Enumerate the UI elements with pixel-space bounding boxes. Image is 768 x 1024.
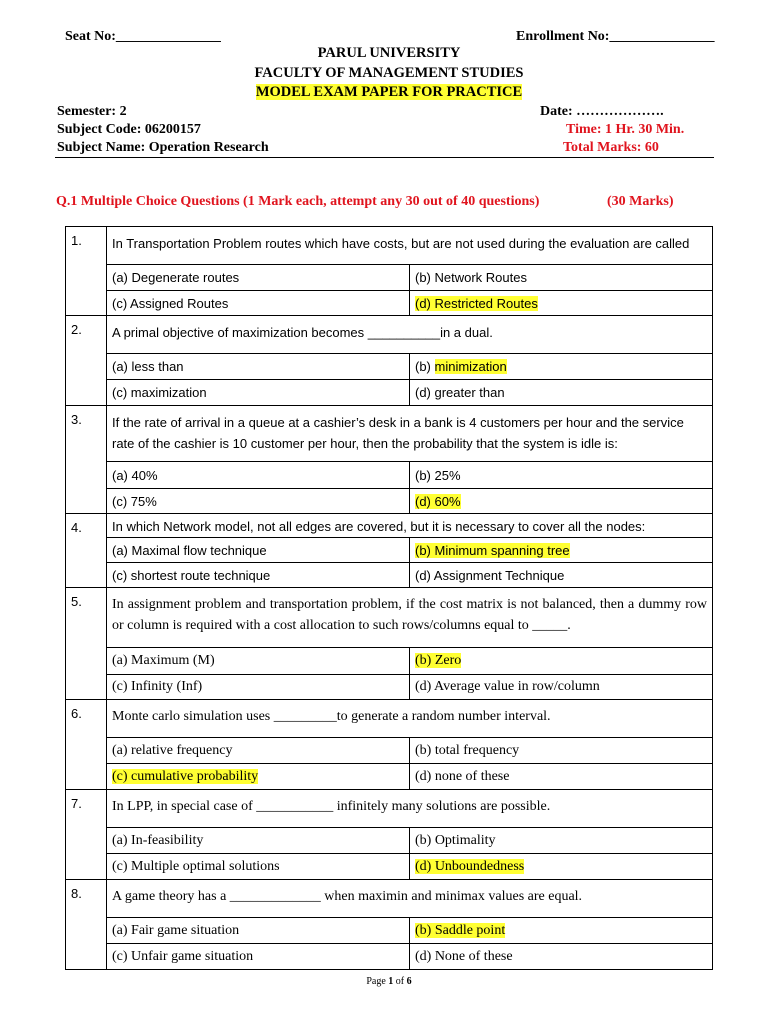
option-c: (c) maximization: [107, 380, 410, 406]
option-b-prefix: (b): [415, 359, 435, 374]
question-number: 6.: [66, 700, 107, 790]
option-d-cell: [410, 489, 713, 514]
option-d-cell: [410, 291, 713, 316]
question-text: In Transportation Problem routes which have costs, but are not used during the evaluation are called: [107, 227, 713, 265]
enrollment-no: Enrollment No:_______________: [516, 29, 715, 44]
option-a: (a) In-feasibility: [107, 828, 410, 854]
options-row: [66, 354, 713, 380]
options-row: [66, 675, 713, 700]
option-c: (c) Multiple optimal solutions: [107, 854, 410, 880]
option-a: (a) less than: [107, 354, 410, 380]
option-a: (a) Fair game situation: [107, 918, 410, 944]
options-row: [66, 265, 713, 291]
question-row: [66, 588, 713, 648]
options-row: [66, 828, 713, 854]
option-b-cell: [410, 648, 713, 675]
option-d: (d) Average value in row/column: [410, 675, 713, 700]
page-of: of: [393, 976, 407, 987]
option-b: (b) Optimality: [410, 828, 713, 854]
faculty-name: FACULTY OF MANAGEMENT STUDIES: [254, 65, 524, 81]
options-row: [66, 291, 713, 316]
question-number: 7.: [66, 790, 107, 880]
question-row: [66, 316, 713, 354]
question-text: In which Network model, not all edges are covered, but it is necessary to cover all the nodes:: [107, 514, 713, 538]
options-row: [66, 944, 713, 970]
question-row: [66, 880, 713, 918]
question-row: [66, 700, 713, 738]
question-row: [66, 227, 713, 265]
option-b-correct: (b) Zero: [415, 653, 462, 668]
question-text: Monte carlo simulation uses _________to generate a random number interval.: [107, 700, 713, 738]
question-text: In assignment problem and transportation problem, if the cost matrix is not balanced, then a dummy row or column is required with a cost allocation to such rows/columns equal to _____.: [107, 588, 713, 648]
options-row: [66, 538, 713, 563]
semester: Semester: 2: [57, 104, 127, 119]
section-title: Q.1 Multiple Choice Questions (1 Mark each, attempt any 30 out of 40 questions): [56, 194, 540, 209]
options-row: [66, 380, 713, 406]
options-row: [66, 462, 713, 489]
question-row: [66, 406, 713, 462]
option-d: (d) Assignment Technique: [410, 563, 713, 588]
option-c: (c) Infinity (Inf): [107, 675, 410, 700]
options-row: [66, 918, 713, 944]
question-number: 2.: [66, 316, 107, 406]
option-b-cell: [410, 538, 713, 563]
question-number: 4.: [66, 514, 107, 588]
option-c: (c) shortest route technique: [107, 563, 410, 588]
options-row: [66, 854, 713, 880]
exam-title-wrap: [0, 83, 768, 101]
option-a: (a) relative frequency: [107, 738, 410, 764]
options-row: [66, 738, 713, 764]
options-row: [66, 489, 713, 514]
option-a: (a) Degenerate routes: [107, 265, 410, 291]
option-b-correct: (b) Minimum spanning tree: [415, 542, 570, 558]
option-b-correct: (b) Saddle point: [415, 922, 506, 938]
option-b-correct: minimization: [434, 359, 507, 374]
option-b: (b) Network Routes: [410, 265, 713, 291]
option-b: (b) 25%: [410, 462, 713, 489]
options-row: [66, 764, 713, 790]
question-number: 3.: [66, 406, 107, 514]
option-d: (d) none of these: [410, 764, 713, 790]
option-d-correct: (d) Restricted Routes: [415, 295, 538, 311]
question-text: A game theory has a _____________ when maximin and minimax values are equal.: [107, 880, 713, 918]
options-row: [66, 648, 713, 675]
page-total: 6: [406, 976, 412, 987]
seat-no: Seat No:_______________: [65, 29, 221, 44]
option-c: (c) 75%: [107, 489, 410, 514]
option-d-cell: [410, 854, 713, 880]
option-a: (a) Maximal flow technique: [107, 538, 410, 563]
exam-date: Date: ……………….: [540, 104, 664, 119]
option-b-cell: [410, 354, 713, 380]
question-number: 5.: [66, 588, 107, 700]
question-row: [66, 514, 713, 538]
option-b: (b) total frequency: [410, 738, 713, 764]
options-row: [66, 563, 713, 588]
option-c: (c) Assigned Routes: [107, 291, 410, 316]
page-footer: [0, 976, 768, 987]
option-c-correct: (c) cumulative probability: [112, 768, 259, 784]
page-prefix: Page: [366, 976, 389, 987]
university-name: PARUL UNIVERSITY: [317, 45, 461, 61]
option-b-cell: [410, 918, 713, 944]
option-d-correct: (d) Unboundedness: [415, 858, 525, 874]
exam-title: MODEL EXAM PAPER FOR PRACTICE: [255, 84, 523, 100]
header-divider: [55, 157, 714, 158]
option-c-cell: [107, 764, 410, 790]
question-text: A primal objective of maximization becomes __________in a dual.: [107, 316, 713, 354]
option-d: (d) greater than: [410, 380, 713, 406]
subject-code: Subject Code: 06200157: [57, 122, 201, 137]
total-marks: Total Marks: 60: [563, 140, 659, 155]
option-d: (d) None of these: [410, 944, 713, 970]
option-a: (a) 40%: [107, 462, 410, 489]
question-text: If the rate of arrival in a queue at a cashier’s desk in a bank is 4 customers per hour and the service rate of the cashier is 10 customer per hour, then the probability that the system is idle is:: [107, 406, 713, 462]
question-number: 8.: [66, 880, 107, 970]
question-number: 1.: [66, 227, 107, 316]
question-row: [66, 790, 713, 828]
questions-table: [65, 226, 713, 970]
subject-name: Subject Name: Operation Research: [57, 140, 269, 155]
option-d-correct: (d) 60%: [415, 493, 461, 509]
option-c: (c) Unfair game situation: [107, 944, 410, 970]
question-text: In LPP, in special case of ___________ infinitely many solutions are possible.: [107, 790, 713, 828]
time-allowed: Time: 1 Hr. 30 Min.: [566, 122, 685, 137]
page-number: 1: [388, 976, 394, 987]
section-marks: (30 Marks): [607, 194, 674, 209]
option-a: (a) Maximum (M): [107, 648, 410, 675]
